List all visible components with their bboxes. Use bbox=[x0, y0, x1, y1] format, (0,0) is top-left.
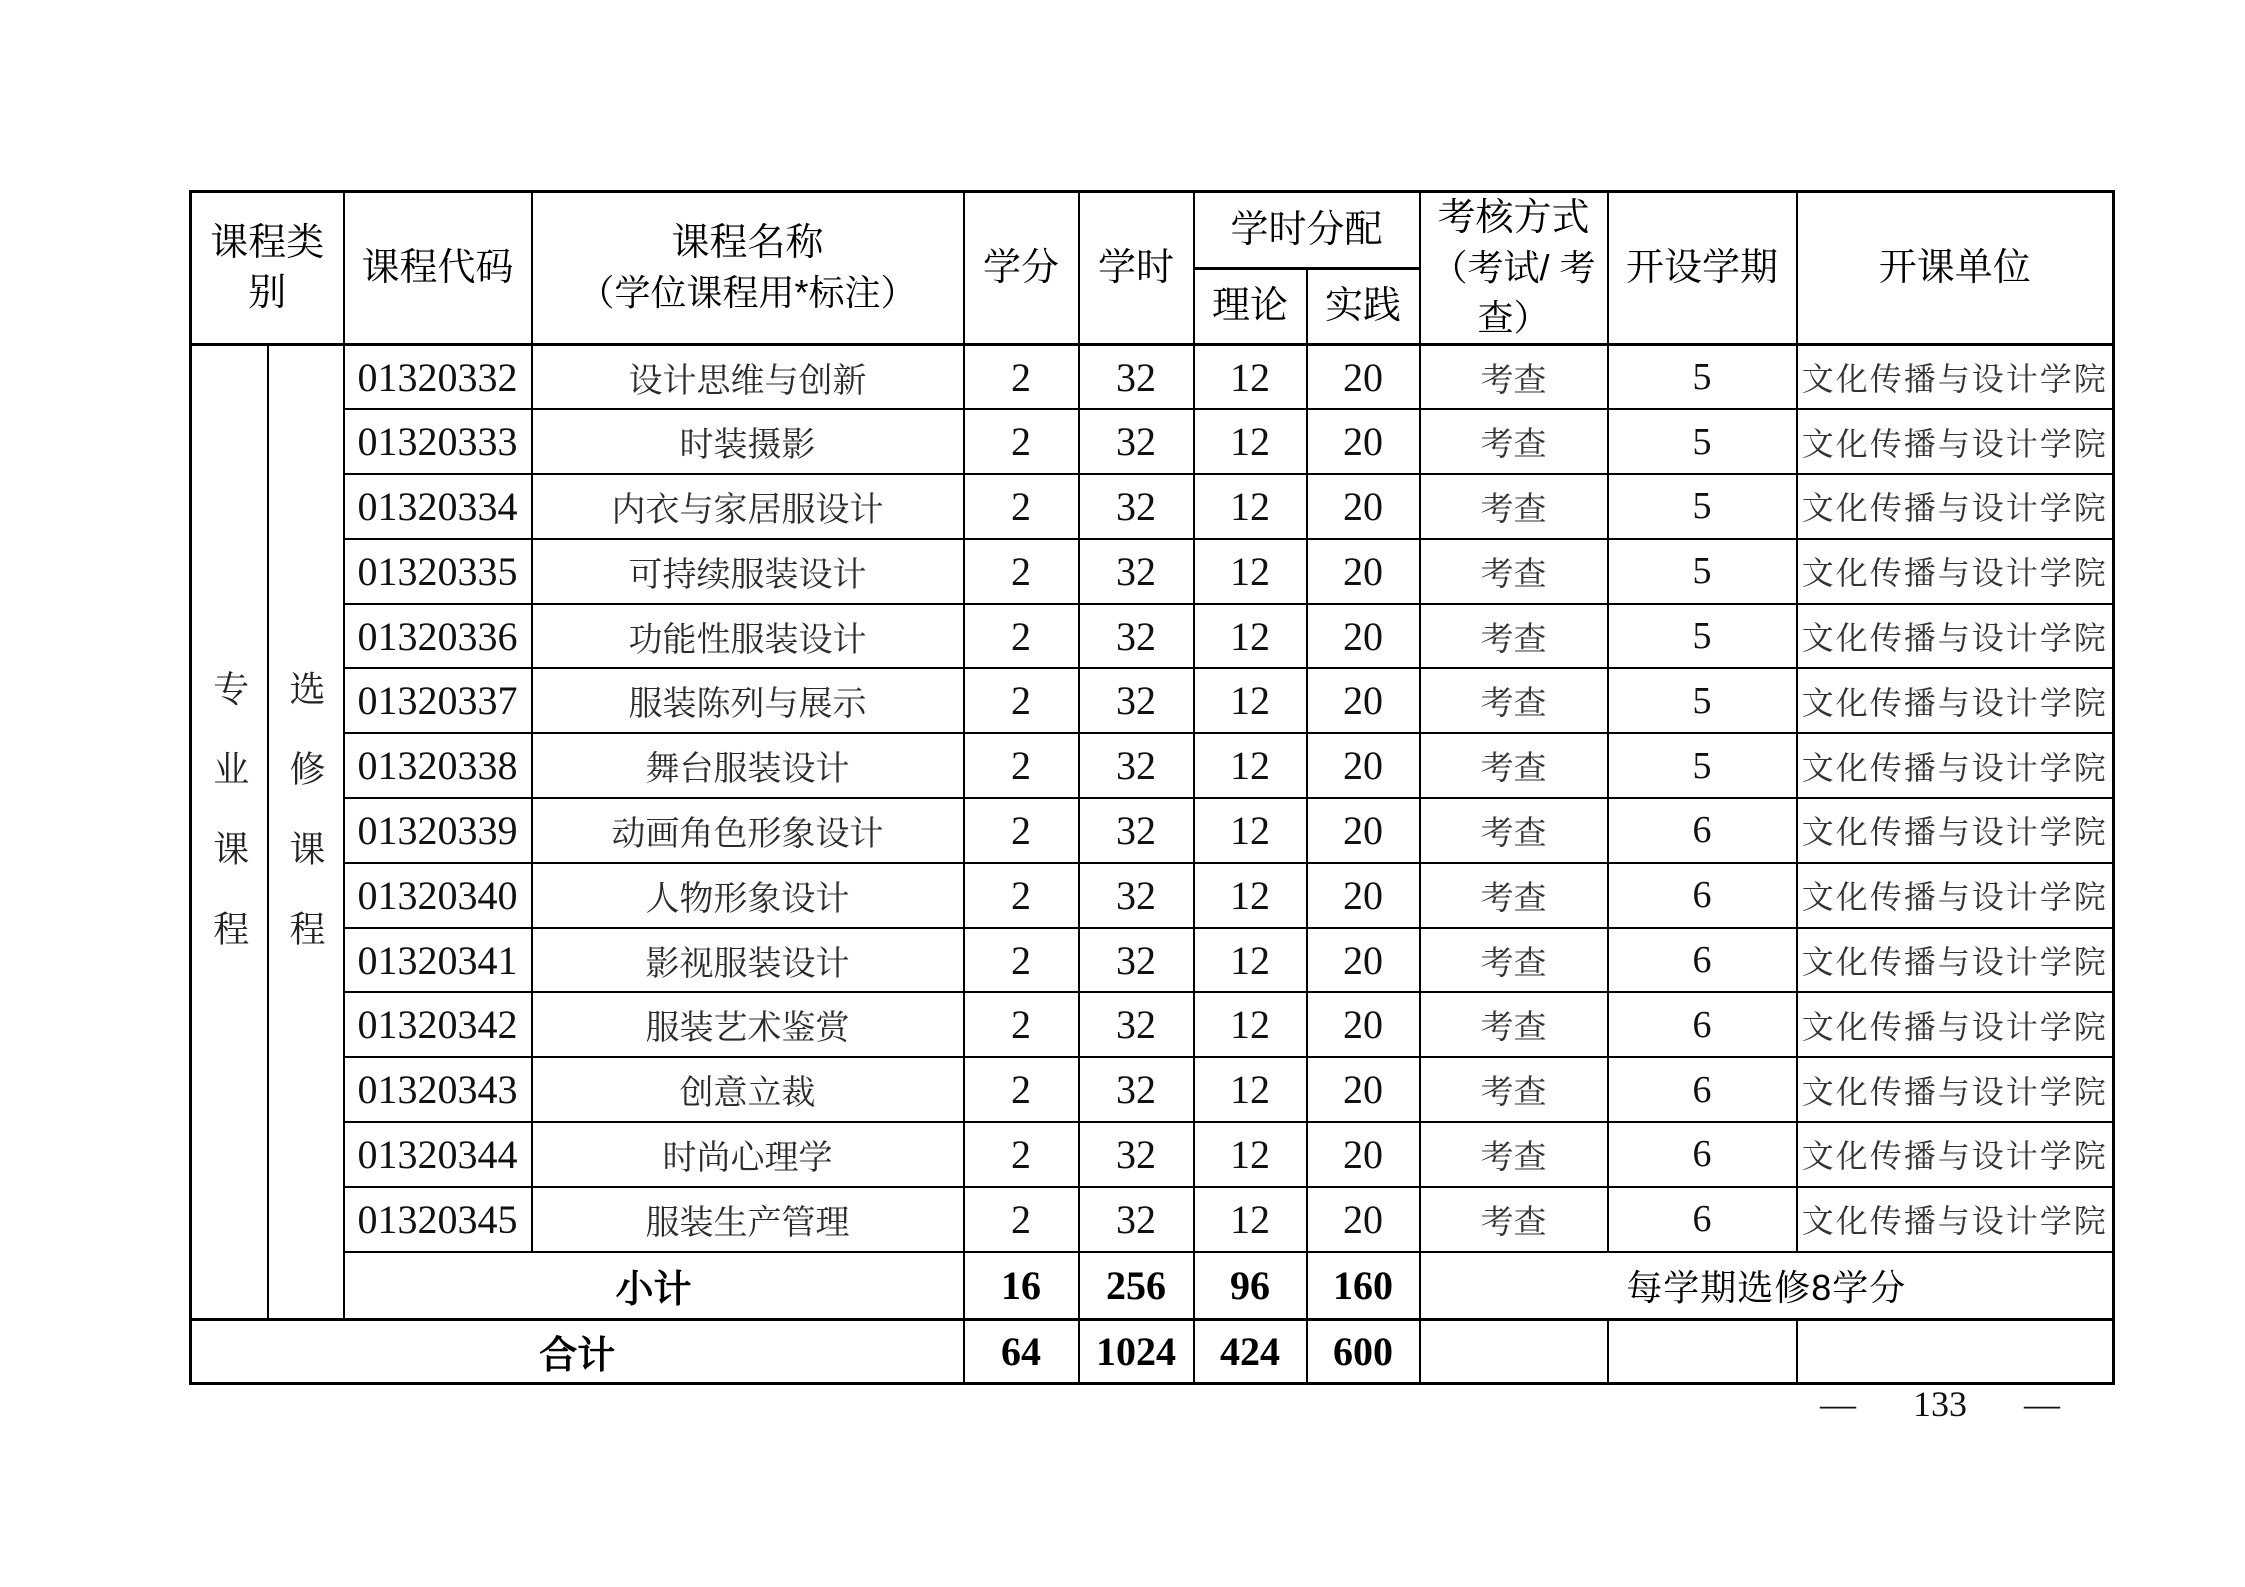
subtotal-credits-cell: 16 bbox=[964, 1252, 1079, 1320]
credits-cell: 2 bbox=[964, 1057, 1079, 1122]
hours-cell: 32 bbox=[1079, 798, 1194, 863]
total-theory-cell: 424 bbox=[1194, 1320, 1307, 1384]
theory-cell: 12 bbox=[1194, 733, 1307, 798]
assess-cell: 考查 bbox=[1420, 409, 1608, 474]
unit-cell: 文化传播与设计学院 bbox=[1797, 798, 2114, 863]
practice-cell: 20 bbox=[1307, 1057, 1420, 1122]
theory-cell: 12 bbox=[1194, 992, 1307, 1057]
total-semester-empty-cell bbox=[1608, 1320, 1797, 1384]
course-code-cell: 01320332 bbox=[344, 345, 532, 410]
assess-cell: 考查 bbox=[1420, 798, 1608, 863]
practice-cell: 20 bbox=[1307, 798, 1420, 863]
course-row bbox=[191, 863, 2114, 928]
practice-cell: 20 bbox=[1307, 928, 1420, 993]
course-code-cell: 01320345 bbox=[344, 1187, 532, 1252]
subtotal-label-cell: 小计 bbox=[344, 1252, 964, 1320]
course-code-cell: 01320342 bbox=[344, 992, 532, 1057]
unit-cell: 文化传播与设计学院 bbox=[1797, 668, 2114, 733]
category-primary-cell bbox=[191, 345, 268, 1320]
unit-cell: 文化传播与设计学院 bbox=[1797, 604, 2114, 669]
semester-cell: 5 bbox=[1608, 604, 1797, 669]
header-hours: 学时 bbox=[1079, 192, 1194, 345]
course-code-cell: 01320335 bbox=[344, 539, 532, 604]
credits-cell: 2 bbox=[964, 409, 1079, 474]
semester-cell: 6 bbox=[1608, 928, 1797, 993]
course-row bbox=[191, 1057, 2114, 1122]
course-name-cell: 创意立裁 bbox=[532, 1057, 964, 1122]
unit-cell: 文化传播与设计学院 bbox=[1797, 863, 2114, 928]
hours-cell: 32 bbox=[1079, 345, 1194, 410]
credits-cell: 2 bbox=[964, 798, 1079, 863]
credits-cell: 2 bbox=[964, 1122, 1079, 1187]
theory-cell: 12 bbox=[1194, 863, 1307, 928]
assess-cell: 考查 bbox=[1420, 1122, 1608, 1187]
header-practice: 实践 bbox=[1307, 268, 1420, 345]
hours-cell: 32 bbox=[1079, 733, 1194, 798]
semester-cell: 6 bbox=[1608, 992, 1797, 1057]
practice-cell: 20 bbox=[1307, 1122, 1420, 1187]
hours-cell: 32 bbox=[1079, 668, 1194, 733]
course-code-cell: 01320339 bbox=[344, 798, 532, 863]
course-code-cell: 01320337 bbox=[344, 668, 532, 733]
unit-cell: 文化传播与设计学院 bbox=[1797, 928, 2114, 993]
course-row bbox=[191, 733, 2114, 798]
course-name-cell: 服装生产管理 bbox=[532, 1187, 964, 1252]
theory-cell: 12 bbox=[1194, 668, 1307, 733]
total-assess-empty-cell bbox=[1420, 1320, 1608, 1384]
hours-cell: 32 bbox=[1079, 1187, 1194, 1252]
theory-cell: 12 bbox=[1194, 604, 1307, 669]
unit-cell: 文化传播与设计学院 bbox=[1797, 474, 2114, 539]
assess-cell: 考查 bbox=[1420, 1057, 1608, 1122]
course-name-cell: 设计思维与创新 bbox=[532, 345, 964, 410]
practice-cell: 20 bbox=[1307, 604, 1420, 669]
unit-cell: 文化传播与设计学院 bbox=[1797, 992, 2114, 1057]
semester-cell: 5 bbox=[1608, 409, 1797, 474]
practice-cell: 20 bbox=[1307, 539, 1420, 604]
course-name-cell: 时装摄影 bbox=[532, 409, 964, 474]
theory-cell: 12 bbox=[1194, 474, 1307, 539]
curriculum-table bbox=[189, 190, 2115, 1385]
semester-cell: 6 bbox=[1608, 1057, 1797, 1122]
course-name-cell: 影视服装设计 bbox=[532, 928, 964, 993]
course-name-cell: 服装陈列与展示 bbox=[532, 668, 964, 733]
course-row bbox=[191, 604, 2114, 669]
course-row bbox=[191, 798, 2114, 863]
credits-cell: 2 bbox=[964, 863, 1079, 928]
total-row bbox=[191, 1320, 2114, 1384]
course-row bbox=[191, 1122, 2114, 1187]
theory-cell: 12 bbox=[1194, 798, 1307, 863]
course-row bbox=[191, 345, 2114, 410]
header-course-name-line2: （学位课程用*标注） bbox=[578, 272, 917, 313]
header-unit: 开课单位 bbox=[1797, 192, 2114, 345]
course-name-cell: 时尚心理学 bbox=[532, 1122, 964, 1187]
unit-cell: 文化传播与设计学院 bbox=[1797, 1122, 2114, 1187]
unit-cell: 文化传播与设计学院 bbox=[1797, 539, 2114, 604]
course-code-cell: 01320338 bbox=[344, 733, 532, 798]
semester-cell: 5 bbox=[1608, 539, 1797, 604]
course-code-cell: 01320344 bbox=[344, 1122, 532, 1187]
header-assessment-line2: （考试/ 考查） bbox=[1431, 247, 1596, 338]
course-row bbox=[191, 668, 2114, 733]
course-code-cell: 01320341 bbox=[344, 928, 532, 993]
hours-cell: 32 bbox=[1079, 863, 1194, 928]
total-unit-empty-cell bbox=[1797, 1320, 2114, 1384]
theory-cell: 12 bbox=[1194, 1057, 1307, 1122]
assess-cell: 考查 bbox=[1420, 992, 1608, 1057]
course-row bbox=[191, 409, 2114, 474]
hours-cell: 32 bbox=[1079, 1122, 1194, 1187]
assess-cell: 考查 bbox=[1420, 863, 1608, 928]
theory-cell: 12 bbox=[1194, 1187, 1307, 1252]
semester-cell: 6 bbox=[1608, 798, 1797, 863]
theory-cell: 12 bbox=[1194, 1122, 1307, 1187]
practice-cell: 20 bbox=[1307, 474, 1420, 539]
header-assessment-line1: 考核方式 bbox=[1437, 197, 1590, 239]
course-code-cell: 01320334 bbox=[344, 474, 532, 539]
unit-cell: 文化传播与设计学院 bbox=[1797, 1057, 2114, 1122]
page-number-value: 133 bbox=[1913, 1384, 1967, 1424]
header-assessment bbox=[1420, 192, 1608, 345]
credits-cell: 2 bbox=[964, 928, 1079, 993]
category-secondary-label: 选修课程 bbox=[285, 669, 325, 990]
practice-cell: 20 bbox=[1307, 863, 1420, 928]
page-number bbox=[1820, 1383, 2060, 1425]
practice-cell: 20 bbox=[1307, 1187, 1420, 1252]
category-primary-label: 专业课程 bbox=[208, 669, 249, 990]
hours-cell: 32 bbox=[1079, 539, 1194, 604]
header-category: 课程类别 bbox=[191, 192, 344, 345]
credits-cell: 2 bbox=[964, 474, 1079, 539]
hours-cell: 32 bbox=[1079, 604, 1194, 669]
theory-cell: 12 bbox=[1194, 409, 1307, 474]
credits-cell: 2 bbox=[964, 539, 1079, 604]
subtotal-hours-cell: 256 bbox=[1079, 1252, 1194, 1320]
credits-cell: 2 bbox=[964, 604, 1079, 669]
semester-cell: 6 bbox=[1608, 863, 1797, 928]
page-number-dash-right: — bbox=[2024, 1384, 2060, 1424]
hours-cell: 32 bbox=[1079, 928, 1194, 993]
unit-cell: 文化传播与设计学院 bbox=[1797, 409, 2114, 474]
total-practice-cell: 600 bbox=[1307, 1320, 1420, 1384]
practice-cell: 20 bbox=[1307, 345, 1420, 410]
hours-cell: 32 bbox=[1079, 409, 1194, 474]
course-row bbox=[191, 928, 2114, 993]
assess-cell: 考查 bbox=[1420, 604, 1608, 669]
hours-cell: 32 bbox=[1079, 992, 1194, 1057]
course-name-cell: 内衣与家居服设计 bbox=[532, 474, 964, 539]
header-credits: 学分 bbox=[964, 192, 1079, 345]
course-row bbox=[191, 992, 2114, 1057]
assess-cell: 考查 bbox=[1420, 1187, 1608, 1252]
assess-cell: 考查 bbox=[1420, 474, 1608, 539]
course-code-cell: 01320333 bbox=[344, 409, 532, 474]
practice-cell: 20 bbox=[1307, 733, 1420, 798]
semester-cell: 6 bbox=[1608, 1122, 1797, 1187]
total-label-cell: 合计 bbox=[191, 1320, 964, 1384]
credits-cell: 2 bbox=[964, 1187, 1079, 1252]
semester-cell: 5 bbox=[1608, 733, 1797, 798]
course-name-cell: 舞台服装设计 bbox=[532, 733, 964, 798]
total-credits-cell: 64 bbox=[964, 1320, 1079, 1384]
unit-cell: 文化传播与设计学院 bbox=[1797, 345, 2114, 410]
semester-cell: 5 bbox=[1608, 668, 1797, 733]
assess-cell: 考查 bbox=[1420, 668, 1608, 733]
header-course-name bbox=[532, 192, 964, 345]
unit-cell: 文化传播与设计学院 bbox=[1797, 733, 2114, 798]
course-name-cell: 服装艺术鉴赏 bbox=[532, 992, 964, 1057]
theory-cell: 12 bbox=[1194, 928, 1307, 993]
hours-cell: 32 bbox=[1079, 1057, 1194, 1122]
header-hour-allocation: 学时分配 bbox=[1194, 192, 1420, 269]
course-name-cell: 动画角色形象设计 bbox=[532, 798, 964, 863]
course-code-cell: 01320340 bbox=[344, 863, 532, 928]
credits-cell: 2 bbox=[964, 992, 1079, 1057]
subtotal-row bbox=[191, 1252, 2114, 1320]
course-row bbox=[191, 1187, 2114, 1252]
course-code-cell: 01320336 bbox=[344, 604, 532, 669]
semester-cell: 5 bbox=[1608, 345, 1797, 410]
hours-cell: 32 bbox=[1079, 474, 1194, 539]
course-name-cell: 人物形象设计 bbox=[532, 863, 964, 928]
credits-cell: 2 bbox=[964, 733, 1079, 798]
semester-cell: 5 bbox=[1608, 474, 1797, 539]
page-number-dash-left: — bbox=[1820, 1384, 1856, 1424]
course-row bbox=[191, 539, 2114, 604]
assess-cell: 考查 bbox=[1420, 345, 1608, 410]
total-hours-cell: 1024 bbox=[1079, 1320, 1194, 1384]
practice-cell: 20 bbox=[1307, 409, 1420, 474]
semester-cell: 6 bbox=[1608, 1187, 1797, 1252]
theory-cell: 12 bbox=[1194, 345, 1307, 410]
practice-cell: 20 bbox=[1307, 668, 1420, 733]
course-code-cell: 01320343 bbox=[344, 1057, 532, 1122]
header-row-1 bbox=[191, 192, 2114, 269]
category-secondary-cell bbox=[268, 345, 344, 1320]
credits-cell: 2 bbox=[964, 345, 1079, 410]
practice-cell: 20 bbox=[1307, 992, 1420, 1057]
unit-cell: 文化传播与设计学院 bbox=[1797, 1187, 2114, 1252]
header-course-code: 课程代码 bbox=[344, 192, 532, 345]
course-name-cell: 功能性服装设计 bbox=[532, 604, 964, 669]
theory-cell: 12 bbox=[1194, 539, 1307, 604]
assess-cell: 考查 bbox=[1420, 733, 1608, 798]
header-theory: 理论 bbox=[1194, 268, 1307, 345]
course-name-cell: 可持续服装设计 bbox=[532, 539, 964, 604]
header-semester: 开设学期 bbox=[1608, 192, 1797, 345]
header-course-name-line1: 课程名称 bbox=[671, 222, 824, 264]
assess-cell: 考查 bbox=[1420, 539, 1608, 604]
credits-cell: 2 bbox=[964, 668, 1079, 733]
assess-cell: 考查 bbox=[1420, 928, 1608, 993]
subtotal-theory-cell: 96 bbox=[1194, 1252, 1307, 1320]
subtotal-practice-cell: 160 bbox=[1307, 1252, 1420, 1320]
subtotal-note-cell: 每学期选修8学分 bbox=[1420, 1252, 2114, 1320]
course-row bbox=[191, 474, 2114, 539]
